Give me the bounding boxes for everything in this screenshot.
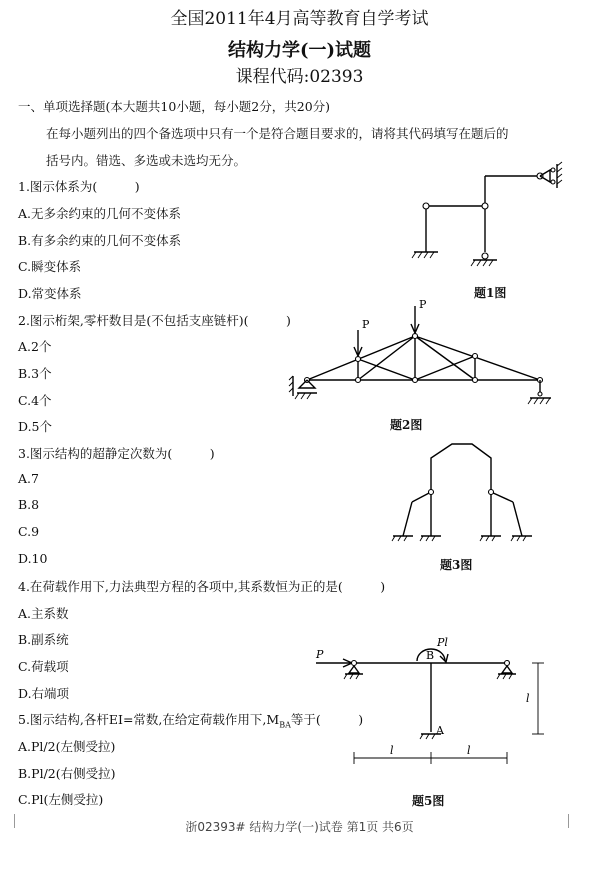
question-5-option-c: C.Pl(左侧受拉) [18,792,104,807]
question-5-stem-main: 5.图示结构,各杆EI=常数,在给定荷载作用下,M [18,712,280,727]
question-5-stem-tail: 等于( ) [290,712,364,727]
figure-1-caption: 题1图 [474,286,507,300]
figure-3-diagram [392,436,532,548]
section-heading: 一、单项选择题(本大题共10小题，每小题2分，共20分) [18,99,331,114]
figure-2-load-label-left: P [362,318,370,331]
question-2-option-b: B.3个 [18,366,52,381]
figure-2-diagram [285,296,555,406]
question-1-option-d: D.常变体系 [18,286,82,301]
figure-5-node-a: A [436,724,444,737]
figure-5-force-label: P [316,648,324,661]
course-code: 课程代码:02393 [235,67,364,87]
question-5-stem-sub: BA [279,720,291,730]
question-1-option-c: C.瞬变体系 [18,259,82,274]
question-4-option-b: B.副系统 [18,632,69,647]
exam-header: 全国2011年4月高等教育自学考试 [170,9,429,29]
figure-5-dim-right: l [467,744,471,757]
question-5-option-a: A.Pl/2(左侧受拉) [18,739,116,754]
figure-5-dim-vertical: l [526,692,530,705]
question-4-stem: 4.在荷载作用下,力法典型方程的各项中,其系数恒为正的是( ) [18,579,386,594]
page-footer: 浙02393# 结构力学(一)试卷 第1页 共6页 [185,820,414,834]
question-3-option-d: D.10 [18,551,48,566]
figure-3-caption: 题3图 [440,558,473,572]
question-2-option-a: A.2个 [18,339,52,354]
section-instruction-1: 在每小题列出的四个备选项中只有一个是符合题目要求的，请将其代码填写在题后的 [46,126,509,141]
figure-5-caption: 题5图 [412,794,445,808]
figure-2-caption: 题2图 [390,418,423,432]
paper-title: 结构力学(一)试题 [227,40,372,61]
question-2-stem: 2.图示桁架,零杆数目是(不包括支座链杆)( ) [18,313,291,328]
figure-1-diagram [400,160,580,280]
question-2-option-c: C.4个 [18,393,52,408]
question-1-option-a: A.无多余约束的几何不变体系 [18,206,182,221]
figure-5-dim-left: l [390,744,394,757]
question-1-stem: 1.图示体系为( ) [18,179,140,194]
figure-5-moment-label: Pl [437,636,448,649]
figure-5-diagram [312,628,552,778]
question-4-option-c: C.荷载项 [18,659,69,674]
question-3-option-a: A.7 [18,471,39,486]
figure-5-node-b: B [426,649,435,662]
section-instruction-2: 括号内。错选、多选或未选均无分。 [46,153,247,168]
question-4-option-d: D.右端项 [18,686,70,701]
question-3-option-b: B.8 [18,497,40,512]
question-3-stem: 3.图示结构的超静定次数为( ) [18,446,215,461]
question-4-option-a: A.主系数 [18,606,69,621]
question-5-option-b: B.Pl/2(右侧受拉) [18,766,116,781]
figure-2-load-label-right: P [419,298,427,311]
question-1-option-b: B.有多余约束的几何不变体系 [18,233,182,248]
question-3-option-c: C.9 [18,524,40,539]
question-2-option-d: D.5个 [18,419,53,434]
